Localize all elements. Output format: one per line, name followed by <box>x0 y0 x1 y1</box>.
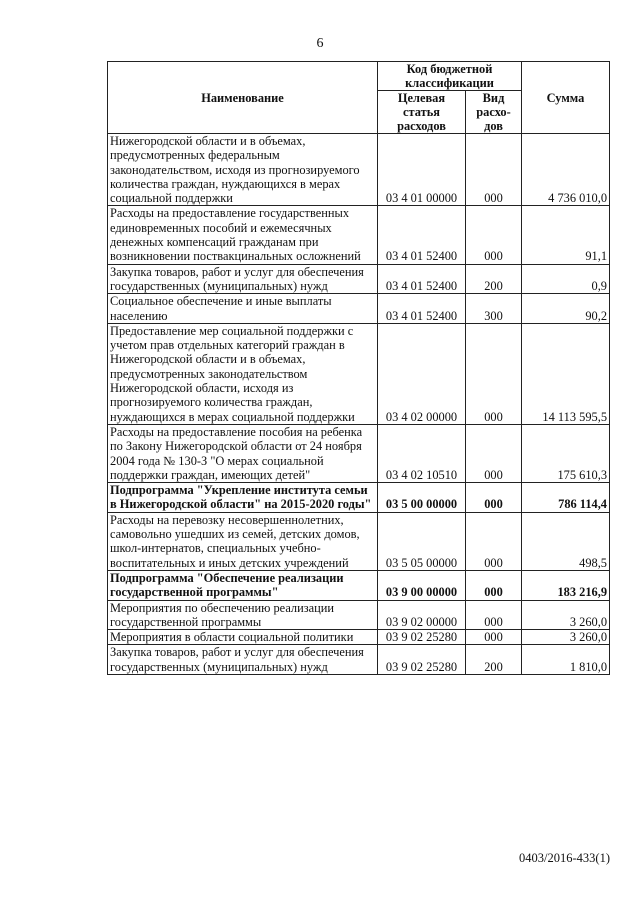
budget-table <box>107 61 610 675</box>
header-expense-kind: Вид расхо-дов <box>466 91 522 134</box>
document-code: 0403/2016-433(1) <box>519 851 610 865</box>
row-sum: 91,1 <box>522 206 610 264</box>
row-code: 03 9 02 25280 <box>378 645 466 675</box>
table-row <box>108 645 610 675</box>
header-name: Наименование <box>108 62 378 134</box>
row-sum: 498,5 <box>522 512 610 570</box>
row-kind: 300 <box>466 294 522 324</box>
page-number: 6 <box>316 36 324 51</box>
header-target-article: Целевая статья расходов <box>378 91 466 134</box>
table-row <box>108 323 610 424</box>
table-row <box>108 134 610 206</box>
row-sum: 786 114,4 <box>522 483 610 513</box>
row-sum: 1 810,0 <box>522 645 610 675</box>
table-row <box>108 294 610 324</box>
table-row <box>108 512 610 570</box>
row-name: Расходы на предоставление государственных единовременных пособий и ежемесячных денежных компенсаций гражданам при возникновении поствакцинальных осложнений <box>108 206 378 264</box>
row-kind: 000 <box>466 134 522 206</box>
table-row <box>108 424 610 482</box>
row-kind: 200 <box>466 645 522 675</box>
row-name: Предоставление мер социальной поддержки с учетом прав отдельных категорий граждан в Нижегородской области и в объемах, предусмотренных законодательством Нижегородской области, исходя из прогнозируемого количества граждан, нуждающихся в мерах социальной поддержки <box>108 323 378 424</box>
row-sum: 183 216,9 <box>522 570 610 600</box>
row-name: Социальное обеспечение и иные выплаты населению <box>108 294 378 324</box>
row-code: 03 9 02 25280 <box>378 630 466 645</box>
row-kind: 000 <box>466 512 522 570</box>
row-kind: 000 <box>466 424 522 482</box>
table-row <box>108 600 610 630</box>
row-name: Мероприятия по обеспечению реализации государственной программы <box>108 600 378 630</box>
row-kind: 000 <box>466 630 522 645</box>
row-sum: 4 736 010,0 <box>522 134 610 206</box>
row-name: Подпрограмма "Обеспечение реализации государственной программы" <box>108 570 378 600</box>
row-sum: 3 260,0 <box>522 630 610 645</box>
row-name: Закупка товаров, работ и услуг для обеспечения государственных (муниципальных) нужд <box>108 645 378 675</box>
table-row <box>108 630 610 645</box>
row-name: Расходы на предоставление пособия на ребенка по Закону Нижегородской области от 24 ноября 2004 года № 130-З "О мерах социальной поддержки граждан, имеющих детей" <box>108 424 378 482</box>
row-code: 03 5 05 00000 <box>378 512 466 570</box>
row-sum: 175 610,3 <box>522 424 610 482</box>
row-code: 03 4 02 10510 <box>378 424 466 482</box>
row-kind: 000 <box>466 570 522 600</box>
row-name: Закупка товаров, работ и услуг для обеспечения государственных (муниципальных) нужд <box>108 264 378 294</box>
row-name: Мероприятия в области социальной политики <box>108 630 378 645</box>
row-kind: 200 <box>466 264 522 294</box>
row-kind: 000 <box>466 323 522 424</box>
row-code: 03 4 02 00000 <box>378 323 466 424</box>
row-kind: 000 <box>466 600 522 630</box>
table-body <box>108 134 610 675</box>
header-sum: Сумма <box>522 62 610 134</box>
row-kind: 000 <box>466 483 522 513</box>
row-code: 03 4 01 52400 <box>378 294 466 324</box>
row-sum: 90,2 <box>522 294 610 324</box>
table-row <box>108 206 610 264</box>
row-kind: 000 <box>466 206 522 264</box>
row-sum: 3 260,0 <box>522 600 610 630</box>
row-code: 03 5 00 00000 <box>378 483 466 513</box>
row-code: 03 9 00 00000 <box>378 570 466 600</box>
row-code: 03 4 01 00000 <box>378 134 466 206</box>
row-name: Расходы на перевозку несовершеннолетних, самовольно ушедших из семей, детских домов, школ-интернатов, специальных учебно-воспитательных и иных детских учреждений <box>108 512 378 570</box>
header-code-group: Код бюджетной классификации <box>378 62 522 91</box>
row-code: 03 4 01 52400 <box>378 264 466 294</box>
row-sum: 14 113 595,5 <box>522 323 610 424</box>
row-code: 03 4 01 52400 <box>378 206 466 264</box>
row-name: Нижегородской области и в объемах, предусмотренных федеральным законодательством, исходя из прогнозируемого количества граждан, нуждающихся в мерах социальной поддержки <box>108 134 378 206</box>
table-header-row <box>108 62 610 91</box>
table-row <box>108 264 610 294</box>
table-row <box>108 570 610 600</box>
table-row <box>108 483 610 513</box>
row-name: Подпрограмма "Укрепление института семьи в Нижегородской области" на 2015-2020 годы" <box>108 483 378 513</box>
row-code: 03 9 02 00000 <box>378 600 466 630</box>
row-sum: 0,9 <box>522 264 610 294</box>
